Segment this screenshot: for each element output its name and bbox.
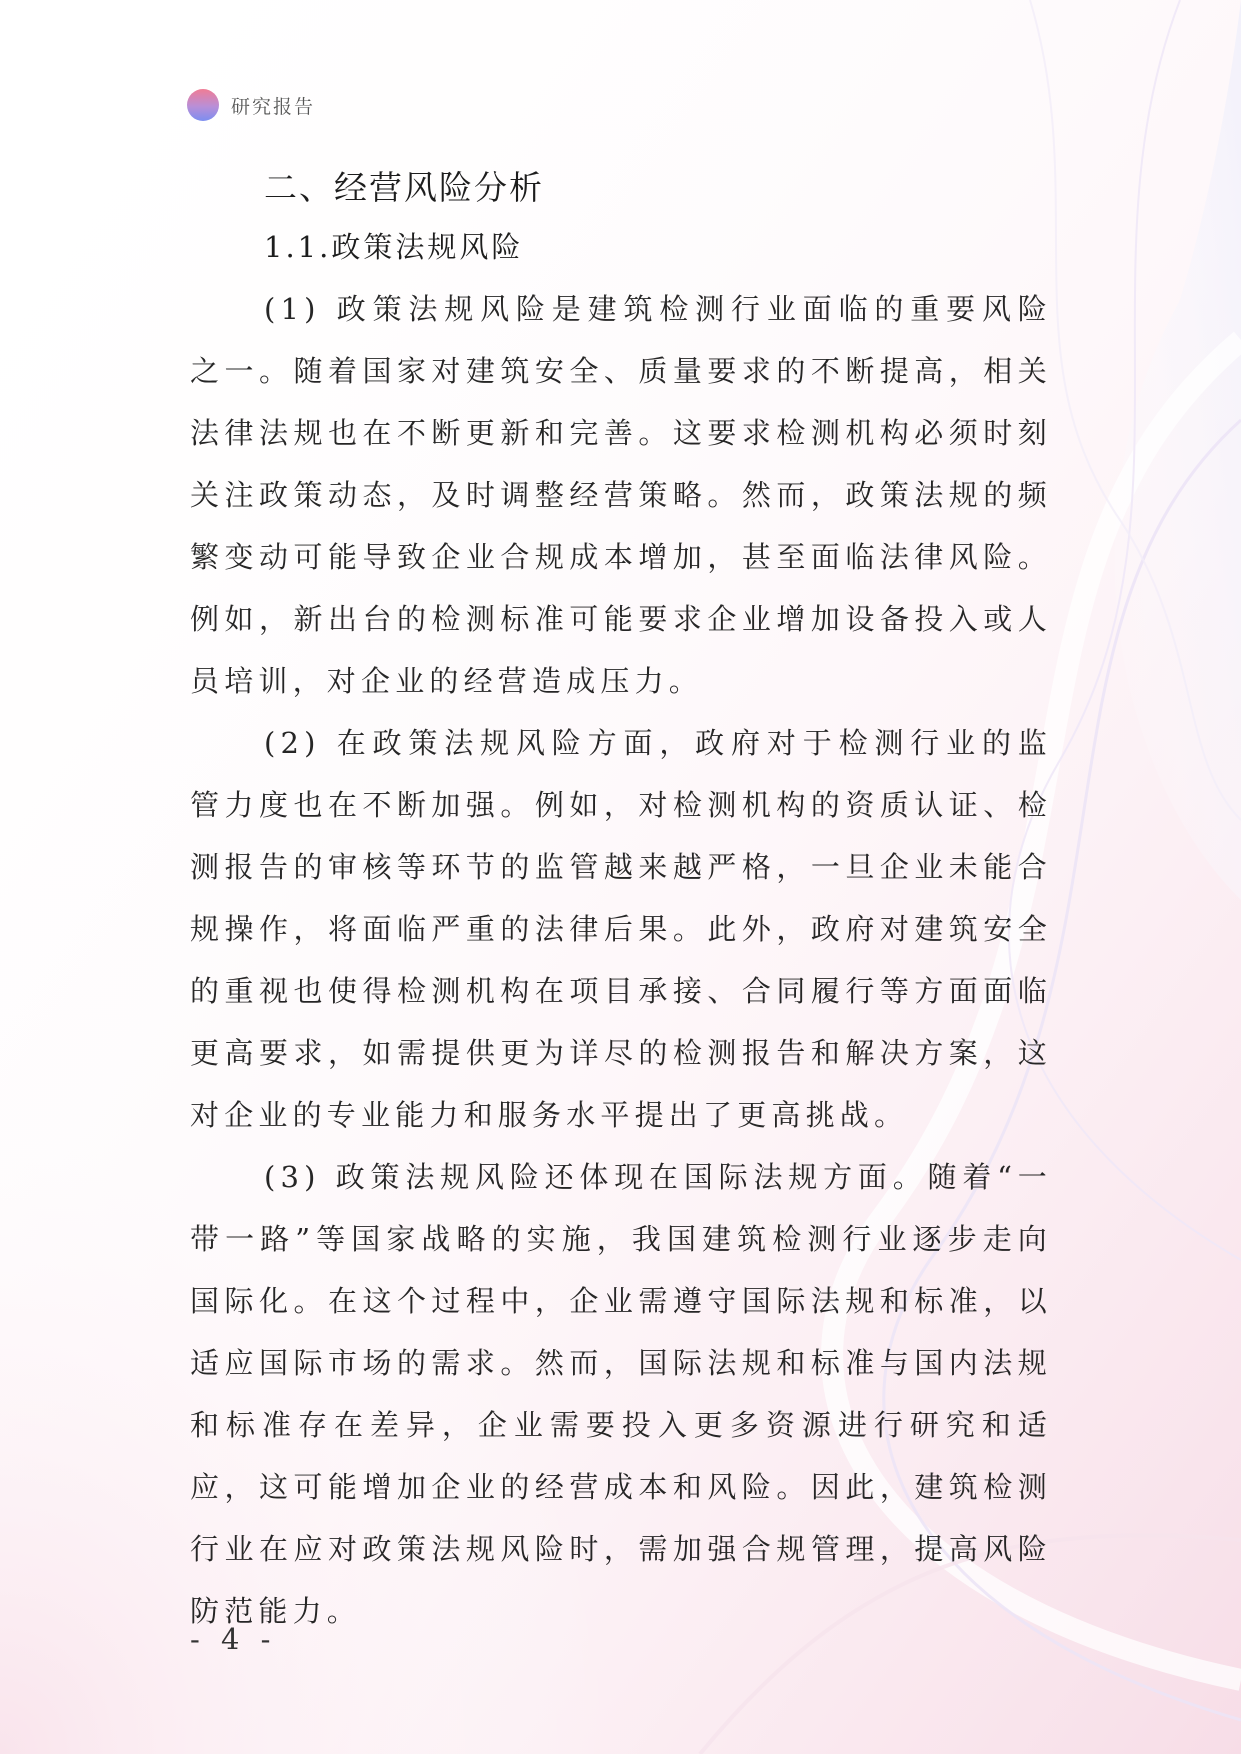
- subsection-title: 1.1.政策法规风险: [264, 230, 524, 264]
- section-title: 二、经营风险分析: [264, 168, 544, 207]
- header-title: 研究报告: [231, 95, 316, 118]
- paragraph-1: (1) 政策法规风险是建筑检测行业面临的重要风险之一。随着国家对建筑安全、质量要求的不断提高，相关法律法规也在不断更新和完善。这要求检测机构必须时刻关注政策动态，及时调整经营策略。然而，政策法规的频繁变动可能导致企业合规成本增加，甚至面临法律风险。例如，新出台的检测标准可能要求企业增加设备投入或人员培训，对企业的经营造成压力。: [190, 292, 1052, 698]
- logo-circle-icon: [187, 89, 219, 121]
- report-header: [187, 88, 315, 122]
- document-body: [190, 160, 1052, 1642]
- page-number: - 4 -: [190, 1622, 277, 1656]
- paragraph-3: (3) 政策法规风险还体现在国际法规方面。随着“一带一路”等国家战略的实施，我国建筑检测行业逐步走向国际化。在这个过程中，企业需遵守国际法规和标准，以适应国际市场的需求。然而，国际法规和标准与国内法规和标准存在差异，企业需要投入更多资源进行研究和适应，这可能增加企业的经营成本和风险。因此，建筑检测行业在应对政策法规风险时，需加强合规管理，提高风险防范能力。: [190, 1160, 1052, 1628]
- paragraph-2: (2) 在政策法规风险方面，政府对于检测行业的监管力度也在不断加强。例如，对检测机构的资质认证、检测报告的审核等环节的监管越来越严格，一旦企业未能合规操作，将面临严重的法律后果。此外，政府对建筑安全的重视也使得检测机构在项目承接、合同履行等方面面临更高要求，如需提供更为详尽的检测报告和解决方案，这对企业的专业能力和服务水平提出了更高挑战。: [190, 726, 1052, 1132]
